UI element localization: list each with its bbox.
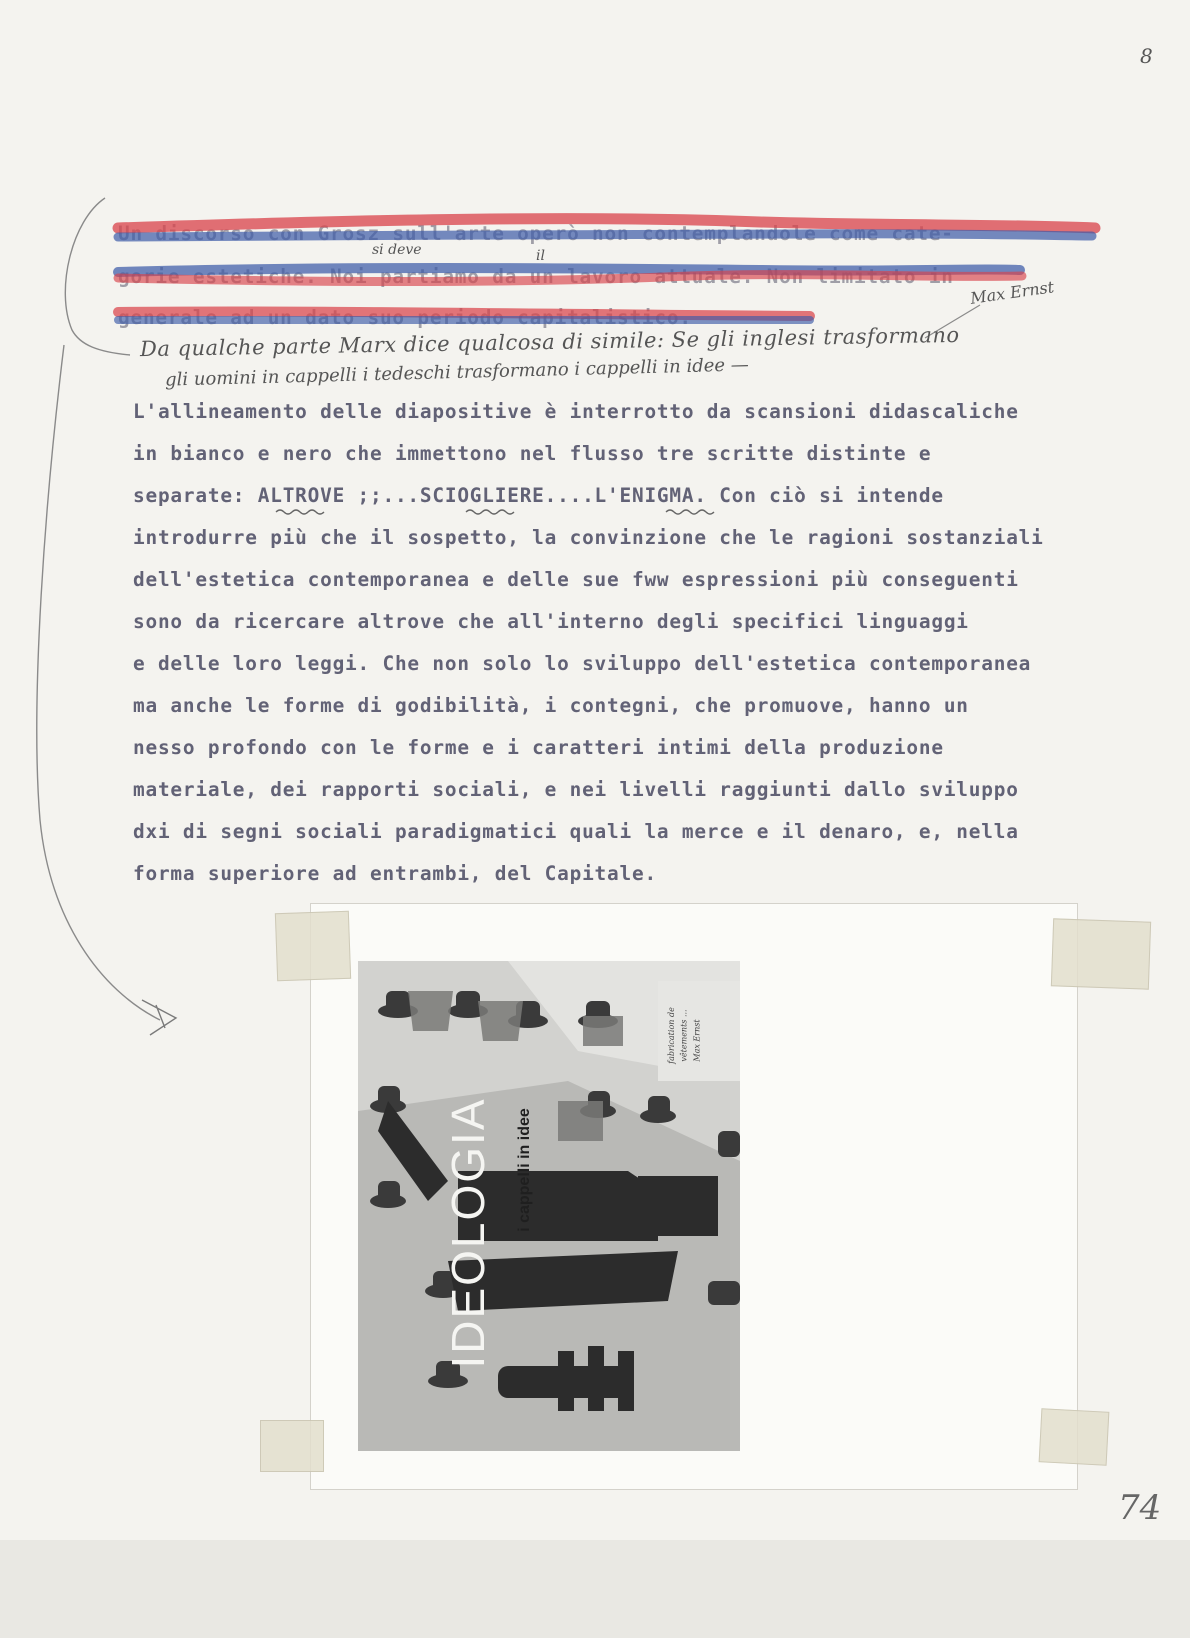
typed-line: introdurre più che il sospetto, la convinzione che le ragioni sostanziali: [133, 526, 1044, 549]
page-number-bottom: 74: [1118, 1488, 1162, 1528]
typed-line: e delle loro leggi. Che non solo lo sviluppo dell'estetica contemporanea: [133, 652, 1032, 675]
collage-subtitle: i cappelli in idee: [516, 1108, 533, 1232]
collage-photo: [358, 961, 740, 1451]
collage-caption-2: vêtements ...: [679, 1009, 689, 1062]
tape-bottom-left: [260, 1420, 324, 1472]
collage-title: IDEOLOGIA: [442, 1097, 494, 1369]
handwritten-insert-il: il: [536, 248, 545, 264]
typed-line: sono da ricercare altrove che all'interno degli specifici linguaggi: [133, 610, 969, 633]
tape-top-left: [275, 911, 351, 982]
handwritten-note-line-2: gli uomini in cappelli i tedeschi trasformano i cappelli in idee —: [164, 354, 749, 391]
typed-line: dell'estetica contemporanea e delle sue fww espressioni più conseguenti: [133, 568, 1019, 591]
collage-caption-1: fabrication de: [666, 1007, 676, 1064]
page-number-top: 8: [1140, 44, 1153, 68]
typed-line: dxi di segni sociali paradigmatici quali la merce e il denaro, e, nella: [133, 820, 1019, 843]
typed-line: ma anche le forme di godibilità, i contegni, che promuove, hanno un: [133, 694, 969, 717]
scan-background: [0, 1540, 1190, 1638]
tape-bottom-right: [1039, 1408, 1110, 1465]
struck-line-1: Un discorso con Grosz sull'arte operò non contemplandole come cate-: [118, 222, 954, 245]
handwritten-insert-si-deve: si deve: [372, 242, 422, 258]
handwritten-note-line-1: Da qualche parte Marx dice qualcosa di simile: Se gli inglesi trasformano: [139, 322, 960, 362]
wavy-underlines: [0, 0, 1190, 520]
typed-line: forma superiore ad entrambi, del Capitale.: [133, 862, 657, 885]
typed-line: materiale, dei rapporti sociali, e nei livelli raggiunti dallo sviluppo: [133, 778, 1019, 801]
typed-line: nesso profondo con le forme e i caratteri intimi della produzione: [133, 736, 944, 759]
typed-line: L'allineamento delle diapositive è interrotto da scansioni didascaliche: [133, 400, 1019, 423]
typed-line: separate: ALTROVE ;;...SCIOGLIERE....L'ENIGMA. Con ciò si intende: [133, 484, 944, 507]
typed-line: in bianco e nero che immettono nel flusso tre scritte distinte e: [133, 442, 932, 465]
tape-top-right: [1051, 918, 1151, 989]
handwritten-margin-name: Max Ernst: [969, 277, 1056, 308]
struck-line-2: gorie estetiche. Noi partiamo da un lavoro attuale. Non limitato in: [118, 265, 954, 288]
collage-caption-3: Max Ernst: [692, 1019, 702, 1062]
struck-line-3: generale ad un dato suo periodo capitalistico.: [118, 306, 692, 329]
